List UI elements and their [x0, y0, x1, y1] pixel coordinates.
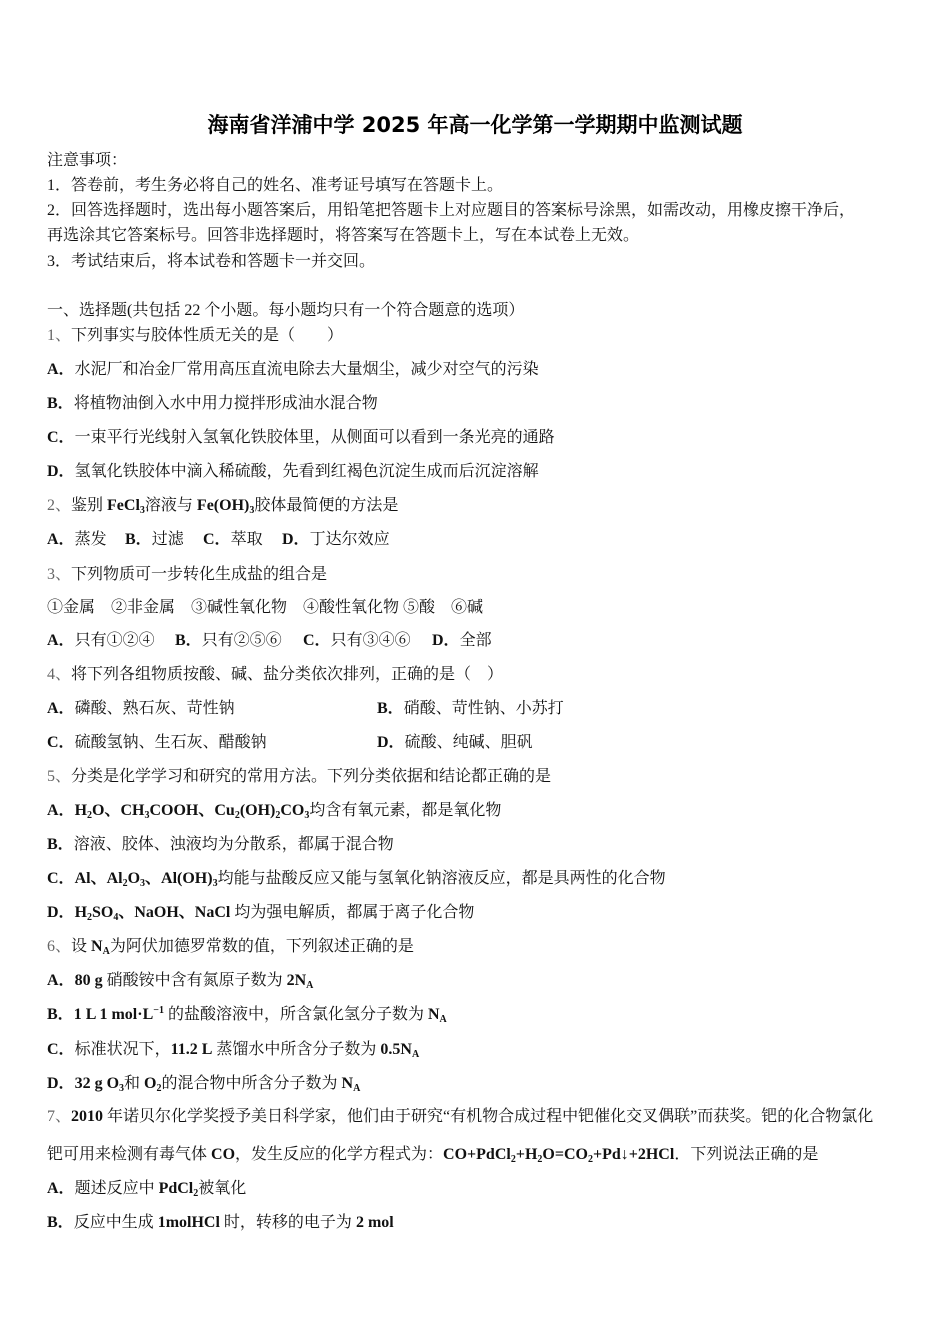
option-label: A．	[47, 632, 75, 649]
question-3-option-b	[175, 631, 282, 651]
question-1-stem	[47, 326, 343, 346]
subscript: 3	[139, 505, 145, 516]
option-label: D．	[377, 734, 405, 751]
formula: O、CH	[92, 802, 145, 819]
subscript: 2	[510, 1154, 516, 1165]
subscript: 3	[140, 878, 146, 889]
option-text: 只有①②④	[74, 632, 155, 649]
option-label: C．	[47, 734, 75, 751]
notice-line-2-cont: 再选涂其它答案标号。回答非选择题时，将答案写在答题卡上，写在本试卷上无效。	[47, 227, 640, 244]
question-1-option-b	[47, 394, 378, 414]
formula: PdCl	[158, 1180, 194, 1197]
option-label: D．	[47, 904, 75, 921]
formula: +H	[515, 1146, 538, 1163]
question-number: 5、	[47, 768, 72, 785]
formula: +Pd↓+2HCl	[592, 1146, 675, 1163]
question-4-option-d	[377, 733, 533, 753]
question-2-option-d	[282, 530, 390, 550]
formula: Fe(OH)	[196, 497, 250, 514]
formula: CO+PdCl	[443, 1146, 511, 1163]
option-text: 硝酸、苛性钠、小苏打	[403, 700, 564, 717]
formula: CO	[280, 802, 305, 819]
question-5-option-d	[47, 903, 474, 923]
option-text: 溶液、胶体、浊液均为分散系，都属于混合物	[73, 836, 394, 853]
option-label: C．	[303, 632, 331, 649]
notice-line-2: 2．回答选择题时，选出每小题答案后，用铅笔把答题卡上对应题目的答案标号涂黑，如需改动，用橡皮擦干净后，	[47, 202, 856, 219]
question-number: 2、	[47, 497, 72, 514]
question-7-stem	[47, 1107, 873, 1127]
stem-text: 溶液与	[144, 497, 197, 514]
stem-text: 下列物质可一步转化生成盐的组合是	[71, 566, 328, 583]
question-number: 1、	[47, 327, 72, 344]
formula: 、Al(OH)	[145, 870, 213, 887]
formula: 2 mol	[355, 1214, 394, 1231]
formula: SO	[92, 904, 114, 921]
option-label: B．	[125, 531, 152, 548]
stem-text: ，发生反应的化学方程式为：	[235, 1146, 444, 1163]
stem-text: 年诺贝尔化学奖授予美日科学家，他们由于研究“有机物合成过程中钯催化交叉偶联”而获奖。钯的化合物氯化	[103, 1108, 874, 1125]
option-text: 只有③④⑥	[330, 632, 411, 649]
notice-line-3: 3．考试结束后，将本试卷和答题卡一并交回。	[47, 253, 376, 270]
option-text: 丁达尔效应	[309, 531, 390, 548]
option-text: 的混合物中所含分子数为	[161, 1075, 342, 1092]
option-text: 水泥厂和冶金厂常用高压直流电除去大量烟尘，减少对空气的污染	[74, 361, 539, 378]
option-text: 题述反应中	[74, 1180, 159, 1197]
option-label: D．	[432, 632, 460, 649]
option-label: A．	[47, 802, 75, 819]
subscript: 2	[87, 810, 93, 821]
option-text: 硝酸铵中含有氮原子数为	[102, 972, 287, 989]
option-label: B．	[47, 1214, 74, 1231]
option-label: B．	[47, 395, 74, 412]
option-label: B．	[175, 632, 202, 649]
formula: 1 L 1 mol·L	[73, 1006, 154, 1023]
stem-text: 钯可用来检测有毒气体	[47, 1146, 212, 1163]
subscript: 3	[119, 1083, 125, 1094]
question-1-option-d	[47, 462, 539, 482]
question-5-option-b	[47, 835, 394, 855]
formula: N	[91, 938, 103, 955]
question-number: 4、	[47, 666, 72, 683]
option-text: 磷酸、熟石灰、苛性钠	[74, 700, 235, 717]
subscript: 2	[537, 1154, 543, 1165]
question-3-option-a	[47, 631, 155, 651]
question-2-option-c	[203, 530, 263, 550]
option-text: 标准状况下，	[74, 1041, 171, 1058]
option-text: 将植物油倒入水中用力搅拌形成油水混合物	[73, 395, 378, 412]
subscript: 3	[249, 505, 255, 516]
option-label: C．	[47, 870, 75, 887]
formula: N	[427, 1006, 440, 1023]
option-text: 的盐酸溶液中，所含氯化氢分子数为	[163, 1006, 428, 1023]
question-2-stem	[47, 496, 398, 516]
question-5-stem	[47, 767, 551, 787]
option-label: D．	[47, 463, 75, 480]
option-label: A．	[47, 700, 75, 717]
option-text: 过滤	[151, 531, 184, 548]
stem-text: 下列事实与胶体性质无关的是（ ）	[71, 327, 344, 344]
option-text: 只有②⑤⑥	[201, 632, 282, 649]
option-text: 硫酸氢钠、生石灰、醋酸钠	[74, 734, 267, 751]
section-heading: 一、选择题(共包括 22 个小题。每小题均只有一个符合题意的选项）	[47, 302, 525, 319]
question-4-option-c	[47, 733, 267, 753]
question-1-option-a	[47, 360, 539, 380]
question-2-option-a	[47, 530, 107, 550]
subscript: 2	[122, 878, 128, 889]
question-5-option-c	[47, 869, 666, 889]
formula: 0.5N	[380, 1041, 412, 1058]
option-label: A．	[47, 972, 75, 989]
formula: H	[74, 904, 88, 921]
option-label: C．	[47, 1041, 75, 1058]
question-6-option-d	[47, 1074, 360, 1094]
option-text: 氢氧化铁胶体中滴入稀硫酸，先看到红褐色沉淀生成而后沉淀溶解	[74, 463, 539, 480]
option-label: C．	[47, 429, 75, 446]
stem-text: 分类是化学学习和研究的常用方法。下列分类依据和结论都正确的是	[71, 768, 552, 785]
option-text: 均能与盐酸反应又能与氢氧化钠溶液反应，都是具两性的化合物	[217, 870, 666, 887]
option-text: 和	[124, 1075, 145, 1092]
question-3-items: ①金属 ②非金属 ③碱性氧化物 ④酸性氧化物 ⑤酸 ⑥碱	[47, 599, 484, 616]
subscript: 3	[304, 810, 310, 821]
stem-text: 胶体最简便的方法是	[254, 497, 399, 514]
formula: (OH)	[239, 802, 276, 819]
question-1-option-c	[47, 428, 555, 448]
option-text: 反应中生成	[73, 1214, 158, 1231]
option-text: 均含有氧元素，都是氧化物	[309, 802, 502, 819]
formula: 1molHCl	[157, 1214, 220, 1231]
option-label: D．	[282, 531, 310, 548]
subscript: A	[439, 1014, 447, 1025]
option-text: 时，转移的电子为	[219, 1214, 356, 1231]
notice-heading: 注意事项：	[47, 152, 128, 169]
subscript: 3	[212, 878, 218, 889]
formula: 80 g	[74, 972, 103, 989]
question-number: 6、	[47, 938, 72, 955]
option-text: 萃取	[230, 531, 263, 548]
stem-text: 设	[71, 938, 92, 955]
option-label: A．	[47, 361, 75, 378]
option-text: 均为强电解质，都属于离子化合物	[230, 904, 475, 921]
option-text: 一束平行光线射入氢氧化铁胶体里，从侧面可以看到一条光亮的通路	[74, 429, 555, 446]
question-2-option-b	[125, 530, 184, 550]
option-label: B．	[47, 836, 74, 853]
option-label: B．	[47, 1006, 74, 1023]
question-3-stem	[47, 565, 327, 585]
question-7-stem-cont	[47, 1145, 818, 1165]
notice-line-1: 1．答卷前，考生务必将自己的姓名、准考证号填写在答题卡上。	[47, 177, 504, 194]
question-number: 7、	[47, 1108, 72, 1125]
question-4-option-b	[377, 699, 564, 719]
formula: N	[341, 1075, 354, 1092]
option-text: 全部	[459, 632, 492, 649]
subscript: A	[411, 1049, 420, 1060]
formula: 2010	[71, 1108, 104, 1125]
question-7-option-b	[47, 1213, 394, 1233]
subscript: 2	[193, 1188, 199, 1199]
question-4-stem	[47, 665, 503, 685]
question-6-option-a	[47, 971, 313, 991]
option-text: 蒸发	[74, 531, 107, 548]
subscript: 4	[113, 912, 119, 923]
option-label: D．	[47, 1075, 75, 1092]
option-label: B．	[377, 700, 404, 717]
question-4-option-a	[47, 699, 235, 719]
question-5-option-a	[47, 801, 501, 821]
subscript: 2	[587, 1154, 593, 1165]
subscript: A	[102, 946, 110, 957]
superscript: −1	[153, 1005, 164, 1016]
subscript: 2	[156, 1083, 162, 1094]
option-text: 蒸馏水中所含分子数为	[212, 1041, 381, 1058]
formula: 2N	[286, 972, 307, 989]
stem-text: ．下列说法正确的是	[674, 1146, 819, 1163]
option-text: 硫酸、纯碱、胆矾	[404, 734, 533, 751]
question-7-option-a	[47, 1179, 246, 1199]
question-number: 3、	[47, 566, 72, 583]
subscript: 2	[234, 810, 240, 821]
option-text: 被氧化	[198, 1180, 247, 1197]
formula: Al、Al	[74, 870, 123, 887]
subscript: 3	[144, 810, 150, 821]
page-title: 海南省洋浦中学 2025 年高一化学第一学期期中监测试题	[207, 113, 743, 137]
subscript: A	[306, 980, 314, 991]
question-6-option-c	[47, 1040, 419, 1060]
option-label: C．	[203, 531, 231, 548]
formula: O	[144, 1075, 157, 1092]
stem-text: 鉴别	[71, 497, 108, 514]
question-6-stem	[47, 937, 414, 957]
question-3-option-d	[432, 631, 492, 651]
option-label: A．	[47, 531, 75, 548]
stem-text: 将下列各组物质按酸、碱、盐分类依次排列，正确的是（ ）	[71, 666, 504, 683]
subscript: A	[353, 1083, 361, 1094]
formula: CO	[211, 1146, 236, 1163]
subscript: 2	[275, 810, 281, 821]
formula: H	[74, 802, 88, 819]
formula: O=CO	[542, 1146, 588, 1163]
question-3-option-c	[303, 631, 411, 651]
formula: O	[127, 870, 141, 887]
question-6-option-b	[47, 1005, 447, 1025]
formula: 32 g O	[74, 1075, 120, 1092]
stem-text: 为阿伏加德罗常数的值，下列叙述正确的是	[109, 938, 414, 955]
subscript: 2	[87, 912, 93, 923]
option-label: A．	[47, 1180, 75, 1197]
formula: FeCl	[107, 497, 140, 514]
formula: COOH、Cu	[149, 802, 235, 819]
formula: 、NaOH、NaCl	[118, 904, 231, 921]
formula: 11.2 L	[170, 1041, 213, 1058]
